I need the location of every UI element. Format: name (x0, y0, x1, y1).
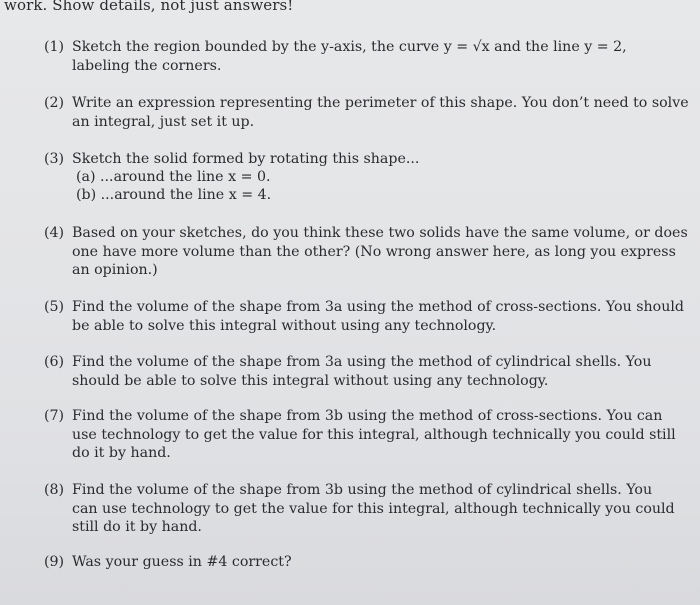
question-line: an opinion.) (72, 262, 158, 278)
question-number: (3) (44, 151, 65, 167)
question-line: one have more volume than the other? (No wrong answer here, as long you express (72, 243, 676, 260)
question-line: Write an expression representing the perimeter of this shape. You don’t need to solve (72, 95, 689, 111)
question-number: (4) (44, 225, 65, 241)
question-line: Was your guess in #4 correct? (72, 554, 292, 570)
question-line: Find the volume of the shape from 3b using the method of cylindrical shells. You (72, 482, 653, 498)
question-line: can use technology to get the value for this integral, although technically you could (72, 500, 675, 517)
question-number: (1) (44, 39, 65, 55)
question-number: (5) (44, 299, 65, 315)
question-line: Find the volume of the shape from 3b using the method of cross-sections. You can (72, 408, 663, 424)
question-number: (6) (44, 354, 65, 370)
question-line: Sketch the region bounded by the y-axis, the curve y = √x and the line y = 2, (72, 39, 627, 55)
question-number: (8) (44, 482, 65, 498)
question-number: (2) (44, 95, 65, 111)
question-number: (7) (44, 408, 65, 424)
question-line: Find the volume of the shape from 3a using the method of cross-sections. You should (72, 299, 684, 315)
question-number: (9) (44, 554, 65, 570)
question-line: still do it by hand. (72, 519, 202, 535)
question-line: use technology to get the value for this integral, although technically you could still (72, 426, 676, 443)
question-line: labeling the corners. (72, 57, 222, 74)
question-line: Sketch the solid formed by rotating this shape... (72, 151, 420, 167)
question-line: do it by hand. (72, 445, 171, 461)
question-line: Find the volume of the shape from 3a using the method of cylindrical shells. You (72, 354, 652, 370)
question-line: an integral, just set it up. (72, 113, 255, 130)
question-line: Based on your sketches, do you think these two solids have the same volume, or does (72, 225, 688, 241)
question-line: be able to solve this integral without using any technology. (72, 317, 497, 334)
sub-question-b: (b) ...around the line x = 4. (76, 187, 272, 203)
question-line: should be able to solve this integral without using any technology. (72, 372, 549, 389)
instructions-header: work. Show details, not just answers! (4, 0, 294, 14)
sub-question-a: (a) ...around the line x = 0. (76, 169, 271, 185)
